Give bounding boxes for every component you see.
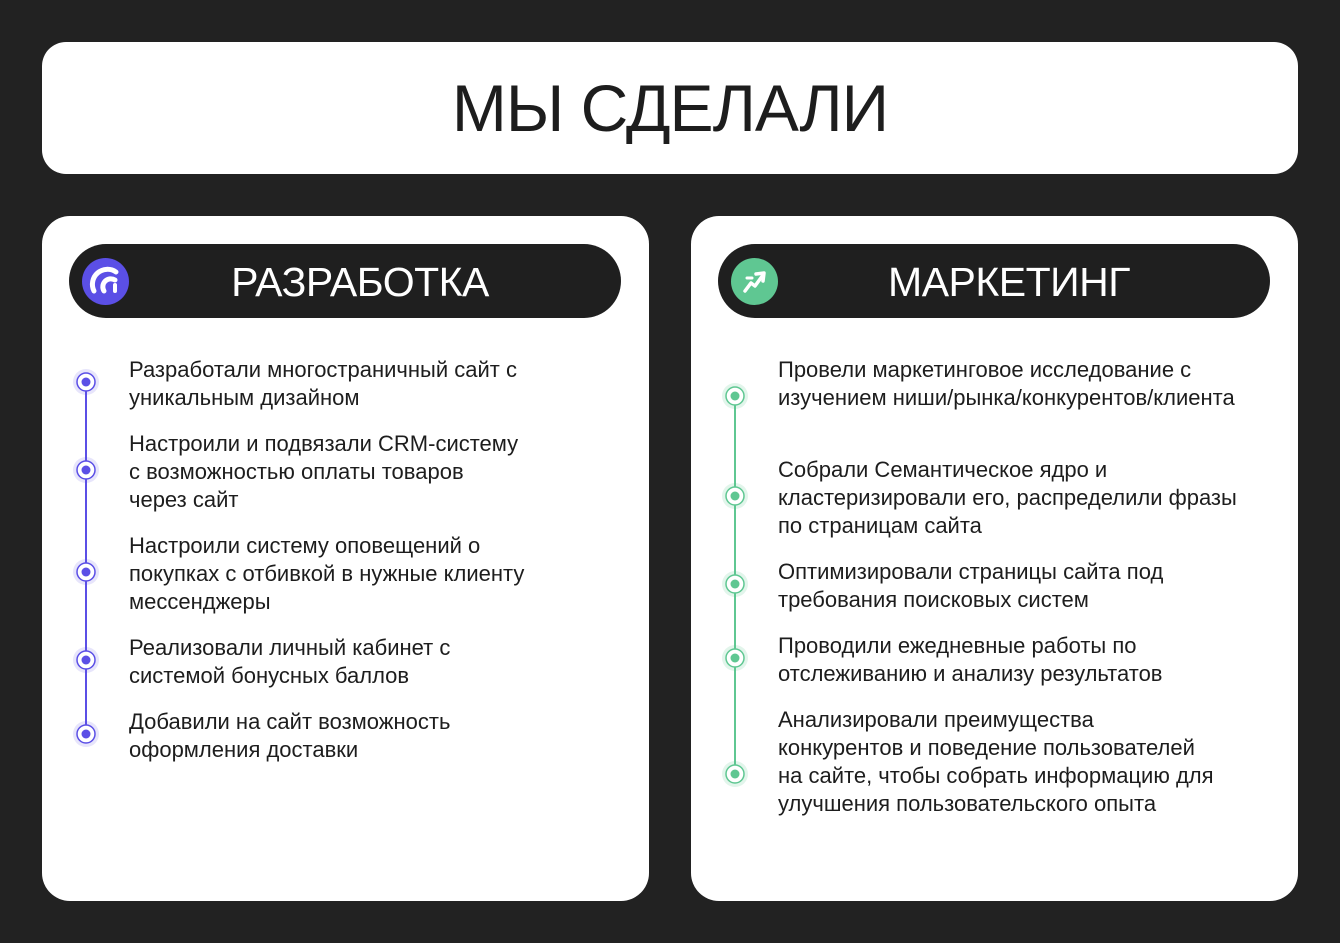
development-title: РАЗРАБОТКА [231, 259, 489, 305]
list-item: Реализовали личный кабинет с системой бонусных баллов [129, 635, 451, 688]
title-card [42, 42, 1298, 174]
development-header [69, 244, 621, 318]
list-item: Проводили ежедневные работы по отслеживанию и анализу результатов [778, 633, 1163, 686]
timeline-dot [72, 368, 100, 396]
list-item: Добавили на сайт возможность оформления доставки [129, 709, 451, 762]
timeline-dot [721, 644, 749, 672]
marketing-panel [691, 216, 1298, 901]
list-item: Настроили и подвязали CRM-систему с возможностью оплаты товаров через сайт [129, 431, 519, 512]
timeline-dot [72, 456, 100, 484]
list-item: Разработали многостраничный сайт с уникальным дизайном [129, 357, 517, 410]
timeline-dot [721, 570, 749, 598]
timeline-dot [721, 760, 749, 788]
development-panel [42, 216, 649, 901]
timeline-dot [721, 482, 749, 510]
page-title: МЫ СДЕЛАЛИ [451, 71, 889, 145]
timeline-dot [721, 382, 749, 410]
timeline-dot [72, 720, 100, 748]
list-item: Провели маркетинговое исследование с изучением ниши/рынка/конкурентов/клиента [778, 357, 1235, 410]
list-item: Оптимизировали страницы сайта под требования поисковых систем [778, 559, 1164, 612]
list-item: Собрали Семантическое ядро и кластеризировали его, распределили фразы по страницам сайта [778, 457, 1237, 538]
marketing-title: МАРКЕТИНГ [888, 259, 1130, 305]
list-item: Настроили систему оповещений о покупках с отбивкой в нужные клиенту мессенджеры [129, 533, 525, 614]
timeline-dot [72, 646, 100, 674]
list-item: Анализировали преимущества конкурентов и поведение пользователей на сайте, чтобы собрать информацию для улучшения пользовательского опыта [778, 707, 1214, 816]
timeline-dot [72, 558, 100, 586]
marketing-header [718, 244, 1270, 318]
